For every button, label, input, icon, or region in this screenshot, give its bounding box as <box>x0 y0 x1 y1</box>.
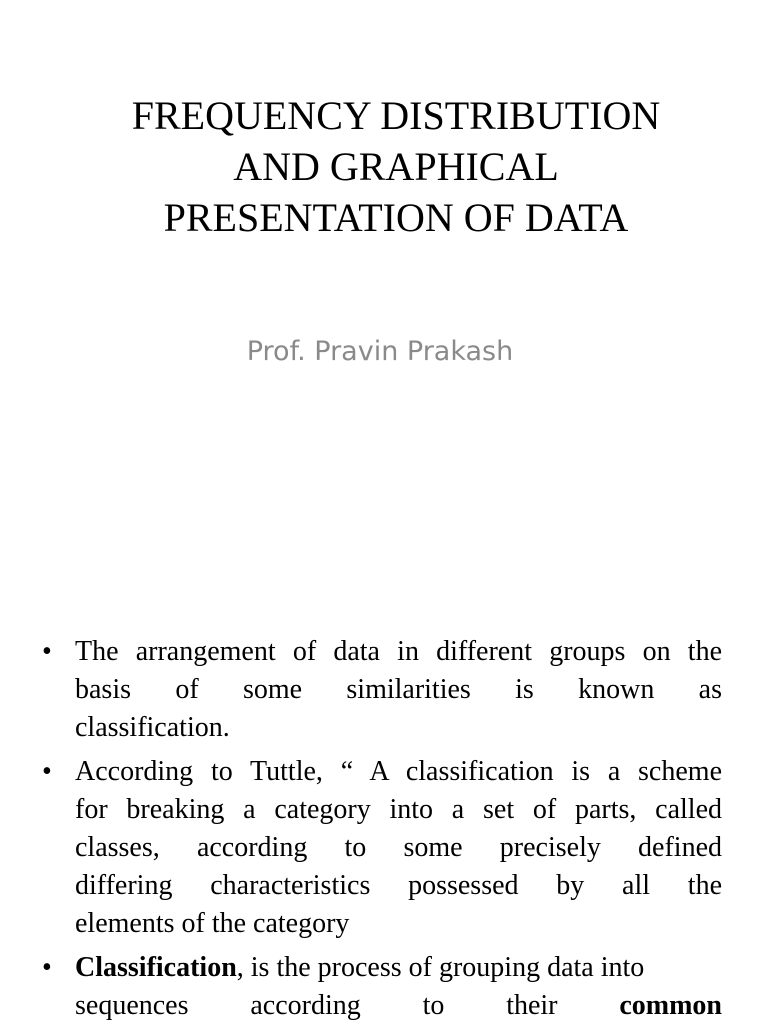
title-line-1: FREQUENCY DISTRIBUTION <box>131 93 661 138</box>
title-line-3: PRESENTATION OF DATA <box>163 195 629 240</box>
bullet-line <box>75 949 722 987</box>
bullet-line: classes, according to some precisely defined <box>75 832 722 863</box>
bullet-icon: • <box>42 636 52 667</box>
bullet-item-classification-process <box>42 949 722 1025</box>
bullet-line: elements of the category <box>75 908 350 939</box>
author-subtitle: Prof. Pravin Prakash <box>246 336 514 367</box>
bullet-line: classification. <box>75 712 230 743</box>
bullet-icon: • <box>42 756 52 787</box>
bullet-line <box>75 987 722 1025</box>
bullet-line: basis of some similarities is known as <box>75 674 722 705</box>
bullet-line: According to Tuttle, “ A classification is a scheme <box>75 756 722 787</box>
bullet-text <box>75 633 722 747</box>
bullet-item-tuttle-quote <box>42 753 722 943</box>
slide-title <box>60 90 732 243</box>
bullet-line: The arrangement of data in different groups on the <box>75 636 722 667</box>
bullet-icon: • <box>42 952 52 983</box>
bullet-text <box>75 949 722 1025</box>
bullet-text <box>75 753 722 943</box>
bullet-list <box>42 633 722 1031</box>
bullet-item-classification-definition <box>42 633 722 747</box>
bold-term: common <box>619 990 722 1021</box>
bold-term: Classification <box>75 952 237 983</box>
bullet-line-rest: , is the process of grouping data into <box>236 952 645 983</box>
bullet-line: for breaking a category into a set of parts, called <box>75 794 722 825</box>
title-line-2: AND GRAPHICAL <box>233 144 559 189</box>
bullet-line-plain: sequences according to their <box>75 990 620 1021</box>
bullet-line: differing characteristics possessed by all the <box>75 870 722 901</box>
